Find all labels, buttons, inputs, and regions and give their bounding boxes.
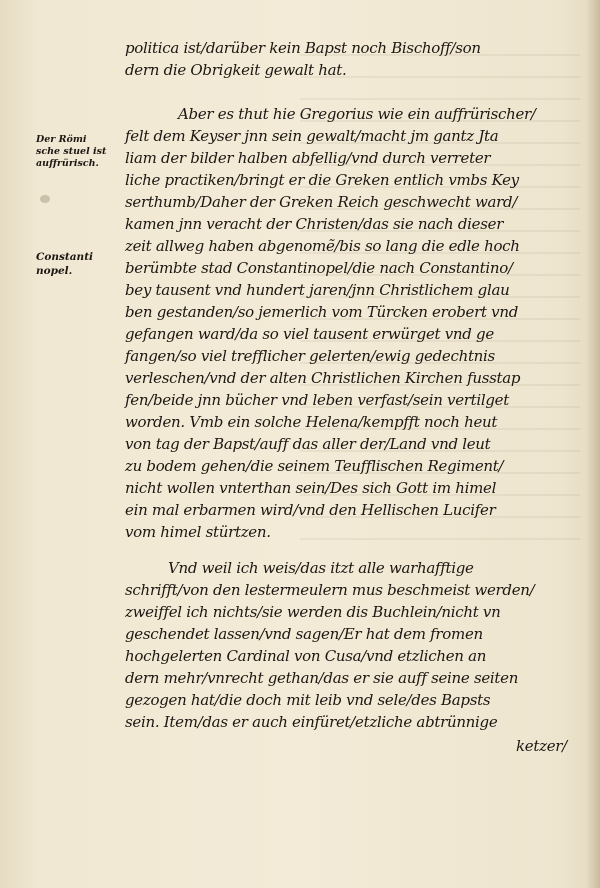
margin-note <box>36 134 126 170</box>
text-line: schrifft/von den lestermeulern mus beschmeist werden/ <box>125 581 535 599</box>
text-line: liam der bilder halben abfellig/vnd durch verreter <box>125 149 491 167</box>
text-line: Aber es thut hie Gregorius wie ein auffrürischer/ <box>178 105 536 123</box>
text-line: dern mehr/vnrecht gethan/das er sie auff seine seiten <box>125 669 519 687</box>
text-line: hochgelerten Cardinal von Cusa/vnd etzlichen an <box>125 647 487 665</box>
text-line: felt dem Keyser jnn sein gewalt/macht jm gantz Jta <box>125 127 499 145</box>
paper-stain <box>40 195 50 203</box>
text-line: von tag der Bapst/auff das aller der/Land vnd leut <box>125 435 491 453</box>
text-line: nicht wollen vnterthan sein/Des sich Gott im himel <box>125 479 497 497</box>
margin-note-line: auffrürisch. <box>36 158 99 169</box>
margin-note-line: Constanti <box>36 251 94 263</box>
text-line: politica ist/darüber kein Bapst noch Bischoff/son <box>125 39 481 57</box>
text-line: fangen/so viel trefflicher gelerten/ewig gedechtnis <box>125 347 495 365</box>
text-line: zeit allweg haben abgenomẽ/bis so lang die edle hoch <box>125 237 520 255</box>
page-edge-shadow <box>586 0 600 888</box>
text-line: vom himel stürtzen. <box>125 523 271 541</box>
text-line: zweiffel ich nichts/sie werden dis Buchlein/nicht vn <box>125 603 501 621</box>
text-line: ein mal erbarmen wird/vnd den Hellischen Lucifer <box>125 501 496 519</box>
margin-note-line: nopel. <box>36 265 73 277</box>
catchword: ketzer/ <box>516 737 567 755</box>
text-line: kamen jnn veracht der Christen/das sie nach dieser <box>125 215 504 233</box>
text-line: bey tausent vnd hundert jaren/jnn Christlichem glau <box>125 281 510 299</box>
text-line: fen/beide jnn bücher vnd leben verfast/sein vertilget <box>125 391 509 409</box>
text-line: Vnd weil ich weis/das itzt alle warhafftige <box>168 559 474 577</box>
margin-note-line: sche stuel ist <box>36 146 107 157</box>
text-line: dern die Obrigkeit gewalt hat. <box>125 61 347 79</box>
text-line: serthumb/Daher der Greken Reich geschwecht ward/ <box>125 193 518 211</box>
text-line: worden. Vmb ein solche Helena/kempfft noch heut <box>125 413 498 431</box>
text-line: liche practiken/bringt er die Greken entlich vmbs Key <box>125 171 519 189</box>
margin-note <box>36 250 126 278</box>
margin-note-line: Der Römi <box>36 134 87 145</box>
text-line: berümbte stad Constantinopel/die nach Constantino/ <box>125 259 513 277</box>
text-line: gefangen ward/da so viel tausent erwürget vnd ge <box>125 325 494 343</box>
text-line: zu bodem gehen/die seinem Teufflischen Regiment/ <box>125 457 504 475</box>
text-line: gezogen hat/die doch mit leib vnd sele/des Bapsts <box>125 691 491 709</box>
text-line: verleschen/vnd der alten Christlichen Kirchen fusstap <box>125 369 521 387</box>
text-line: geschendet lassen/vnd sagen/Er hat dem fromen <box>125 625 483 643</box>
text-line: sein. Item/das er auch einfüret/etzliche abtrünnige <box>125 713 498 731</box>
text-line: ben gestanden/so jemerlich vom Türcken erobert vnd <box>125 303 519 321</box>
